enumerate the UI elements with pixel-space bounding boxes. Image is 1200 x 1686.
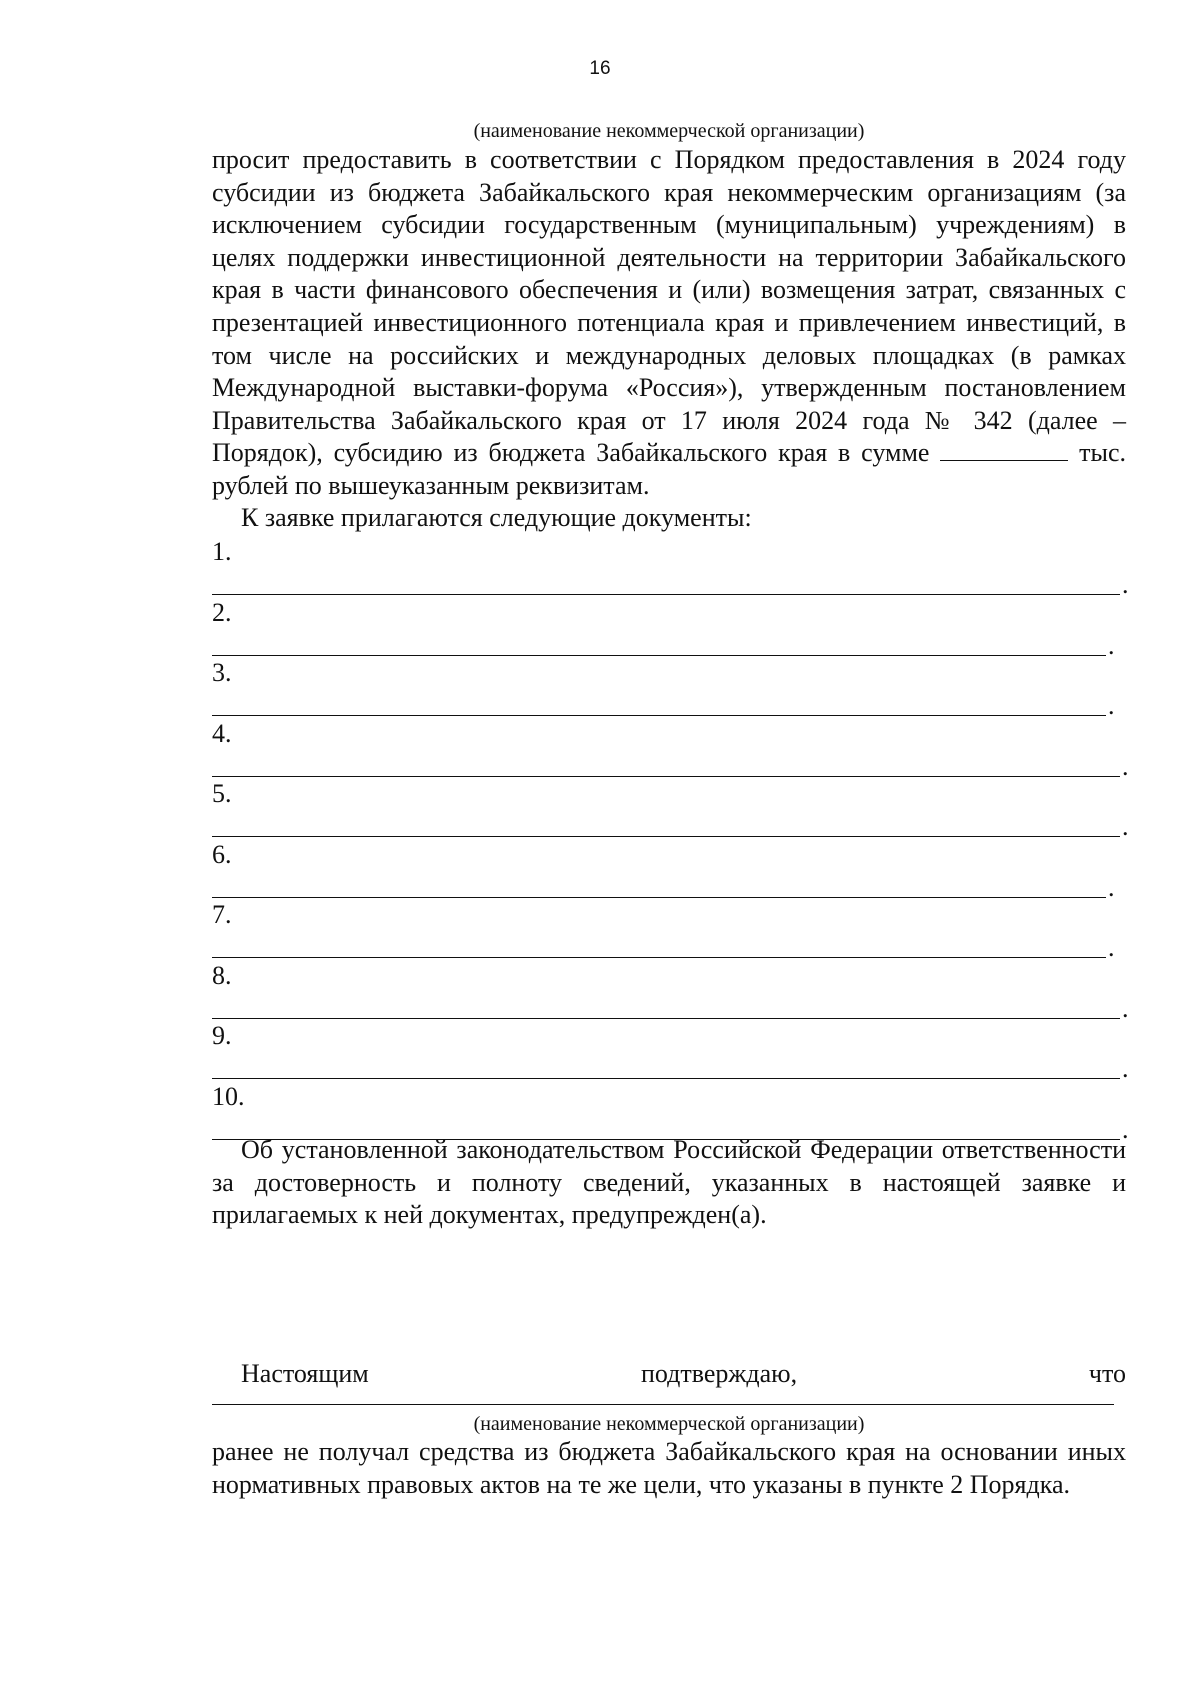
org-name-caption-bottom: (наименование некоммерческой организации) (473, 1413, 865, 1435)
request-paragraph (212, 144, 1126, 503)
document-item-blank-line[interactable] (212, 776, 1120, 777)
document-item (212, 899, 1128, 965)
document-item-blank-line[interactable] (212, 594, 1120, 595)
document-item-number: 5. (212, 779, 232, 808)
org-name-caption-top: (наименование некоммерческой организации) (473, 120, 865, 142)
document-item-number: 9. (212, 1021, 232, 1050)
document-item-end-mark: . (1122, 993, 1129, 1023)
confirm-word-2: подтверждаю, (641, 1359, 798, 1388)
document-item-number: 7. (212, 900, 232, 929)
document-item-number: 8. (212, 960, 232, 990)
confirm-word-3: что (1088, 1359, 1126, 1388)
document-item (212, 536, 1128, 602)
sum-prefix: сумме (861, 438, 930, 468)
attachments-intro: К заявке прилагаются следующие документы: (241, 503, 752, 532)
document-item-end-mark: . (1122, 751, 1129, 781)
document-item-blank-line[interactable] (212, 1078, 1120, 1079)
document-item (212, 1020, 1128, 1086)
document-item-end-mark: . (1108, 630, 1115, 660)
document-item (212, 778, 1128, 844)
document-item-blank-line[interactable] (212, 655, 1106, 656)
document-item-blank-line[interactable] (212, 715, 1106, 716)
document-item-end-mark: . (1122, 570, 1129, 599)
document-item-number: 1. (212, 537, 232, 566)
document-item (212, 960, 1128, 1026)
document-item-number: 10. (212, 1081, 245, 1111)
document-item-end-mark: . (1108, 933, 1115, 962)
document-item-end-mark: . (1108, 691, 1115, 720)
document-item-end-mark: . (1122, 812, 1129, 841)
document-item-number: 2. (212, 597, 232, 627)
document-item (212, 718, 1128, 784)
document-item (212, 597, 1128, 663)
document-item-number: 4. (212, 718, 232, 748)
final-paragraph: ранее не получал средства из бюджета Забайкальского края на основании иных нормативных правовых актов на те же цели, что указаны в пункте 2 Порядка. (212, 1437, 1126, 1499)
document-item-end-mark: . (1108, 872, 1115, 902)
document-item-blank-line[interactable] (212, 1018, 1120, 1019)
sum-blank[interactable] (940, 440, 1068, 461)
document-item-blank-line[interactable] (212, 957, 1106, 958)
page-number: 16 (589, 58, 611, 79)
document-item-number: 3. (212, 658, 232, 687)
document-item-blank-line[interactable] (212, 836, 1120, 837)
document-item-end-mark: . (1122, 1054, 1129, 1083)
confirm-word-1: Настоящим (241, 1359, 369, 1388)
request-text: просит предоставить в соответствии с Порядком предоставления в 2024 году субсидии из бюджета Забайкальского края некоммерческим организациям (за исключением субсидии государственным (муниципальным) учреждениям) в целях поддержки инвестиционной деятельности на территории Забайкальского края в части финансового обеспечения и (или) возмещения затрат, связанных с презентацией инвестиционного потенциала края и привлечением инвестиций, в том числе на российских и международных деловых площадках (в рамках Международной выставки-форума «Россия»), утвержденным постановлением Правительства Забайкальского края от 17 июля 2024 года № 342 (далее – Порядок), субсидию из бюджета Забайкальского края в (212, 145, 1126, 468)
sum-suffix: тыс. рублей по вышеуказанным реквизитам. (212, 438, 1126, 500)
document-item (212, 839, 1128, 905)
document-item-end-mark: . (1122, 1114, 1129, 1144)
org-name-line[interactable] (212, 1404, 1114, 1405)
document-item-number: 6. (212, 839, 232, 869)
document-item-blank-line[interactable] (212, 897, 1106, 898)
document-item (212, 657, 1128, 723)
liability-paragraph: Об установленной законодательством Российской Федерации ответственности за достоверность и полноту сведений, указанных в настоящей заявке и прилагаемых к ней документах, предупрежден(а). (212, 1135, 1126, 1230)
